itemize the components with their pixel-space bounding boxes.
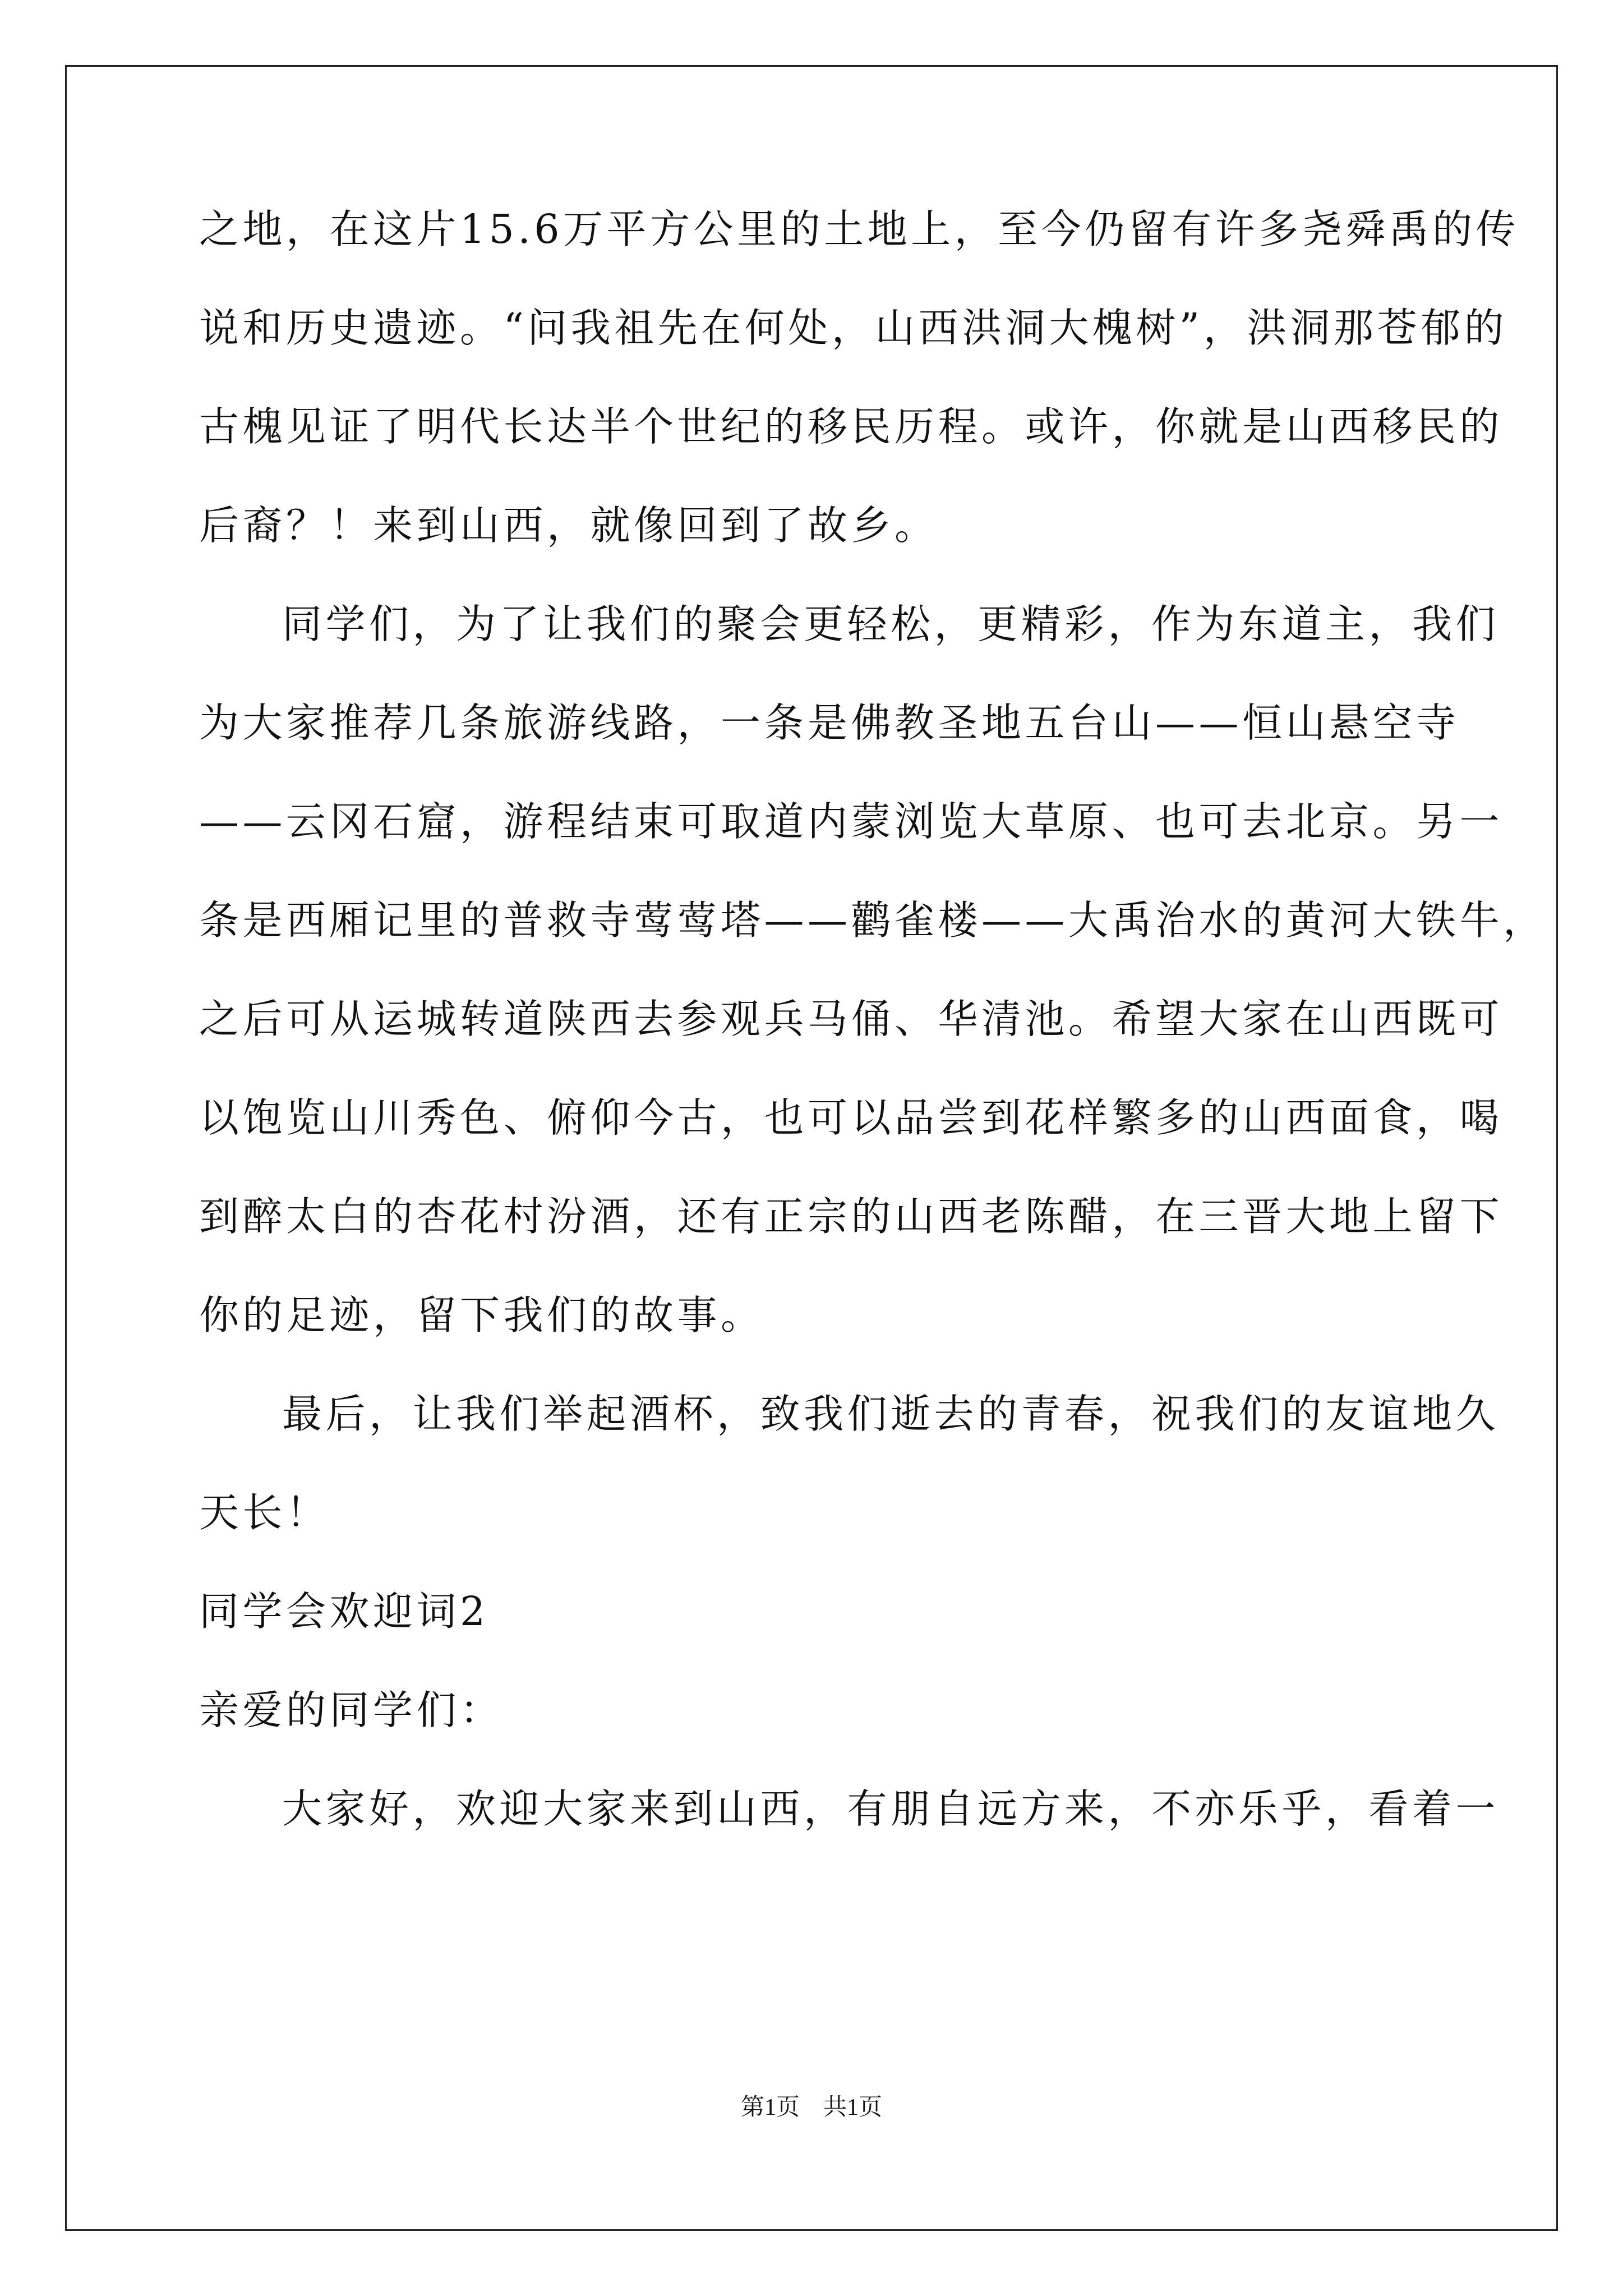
body-text-line: ——云冈石窟，游程结束可取道内蒙浏览大草原、也可去北京。另一 (199, 798, 1504, 845)
body-text-line: 后裔？！来到山西，就像回到了故乡。 (199, 502, 938, 549)
body-text-line: 以饱览山川秀色、俯仰今古，也可以品尝到花样繁多的山西面食，喝 (199, 1094, 1504, 1141)
body-text-line: 古槐见证了明代长达半个世纪的移民历程。或许，你就是山西移民的 (199, 403, 1504, 450)
section-title: 同学会欢迎词2 (199, 1588, 489, 1635)
salutation: 亲爱的同学们： (199, 1687, 504, 1733)
body-text-line: 为大家推荐几条旅游线路，一条是佛教圣地五台山——恒山悬空寺 (199, 700, 1460, 746)
body-text-line: 说和历史遗迹。“问我祖先在何处，山西洪洞大槐树”，洪洞那苍郁的 (199, 305, 1508, 351)
page-number-footer: 第1页 共1页 (740, 2095, 882, 2120)
body-text-line: 之地，在这片15.6万平方公里的土地上，至今仍留有许多尧舜禹的传 (199, 206, 1520, 252)
paragraph-first-line: 最后，让我们举起酒杯，致我们逝去的青春，祝我们的友谊地久 (282, 1391, 1500, 1437)
body-text-line: 天长！ (199, 1489, 330, 1536)
body-text-line: 条是西厢记里的普救寺莺莺塔——鹳雀楼——大禹治水的黄河大铁牛， (199, 897, 1547, 944)
body-text-line: 之后可从运城转道陕西去参观兵马俑、华清池。希望大家在山西既可 (199, 996, 1504, 1042)
paragraph-first-line: 同学们，为了让我们的聚会更轻松，更精彩，作为东道主，我们 (282, 601, 1500, 647)
body-text-line: 你的足迹，留下我们的故事。 (199, 1292, 764, 1338)
page-border (65, 65, 1558, 2231)
body-text-line: 到醉太白的杏花村汾酒，还有正宗的山西老陈醋，在三晋大地上留下 (199, 1193, 1504, 1240)
paragraph-first-line: 大家好，欢迎大家来到山西，有朋自远方来，不亦乐乎，看着一 (282, 1786, 1500, 1832)
